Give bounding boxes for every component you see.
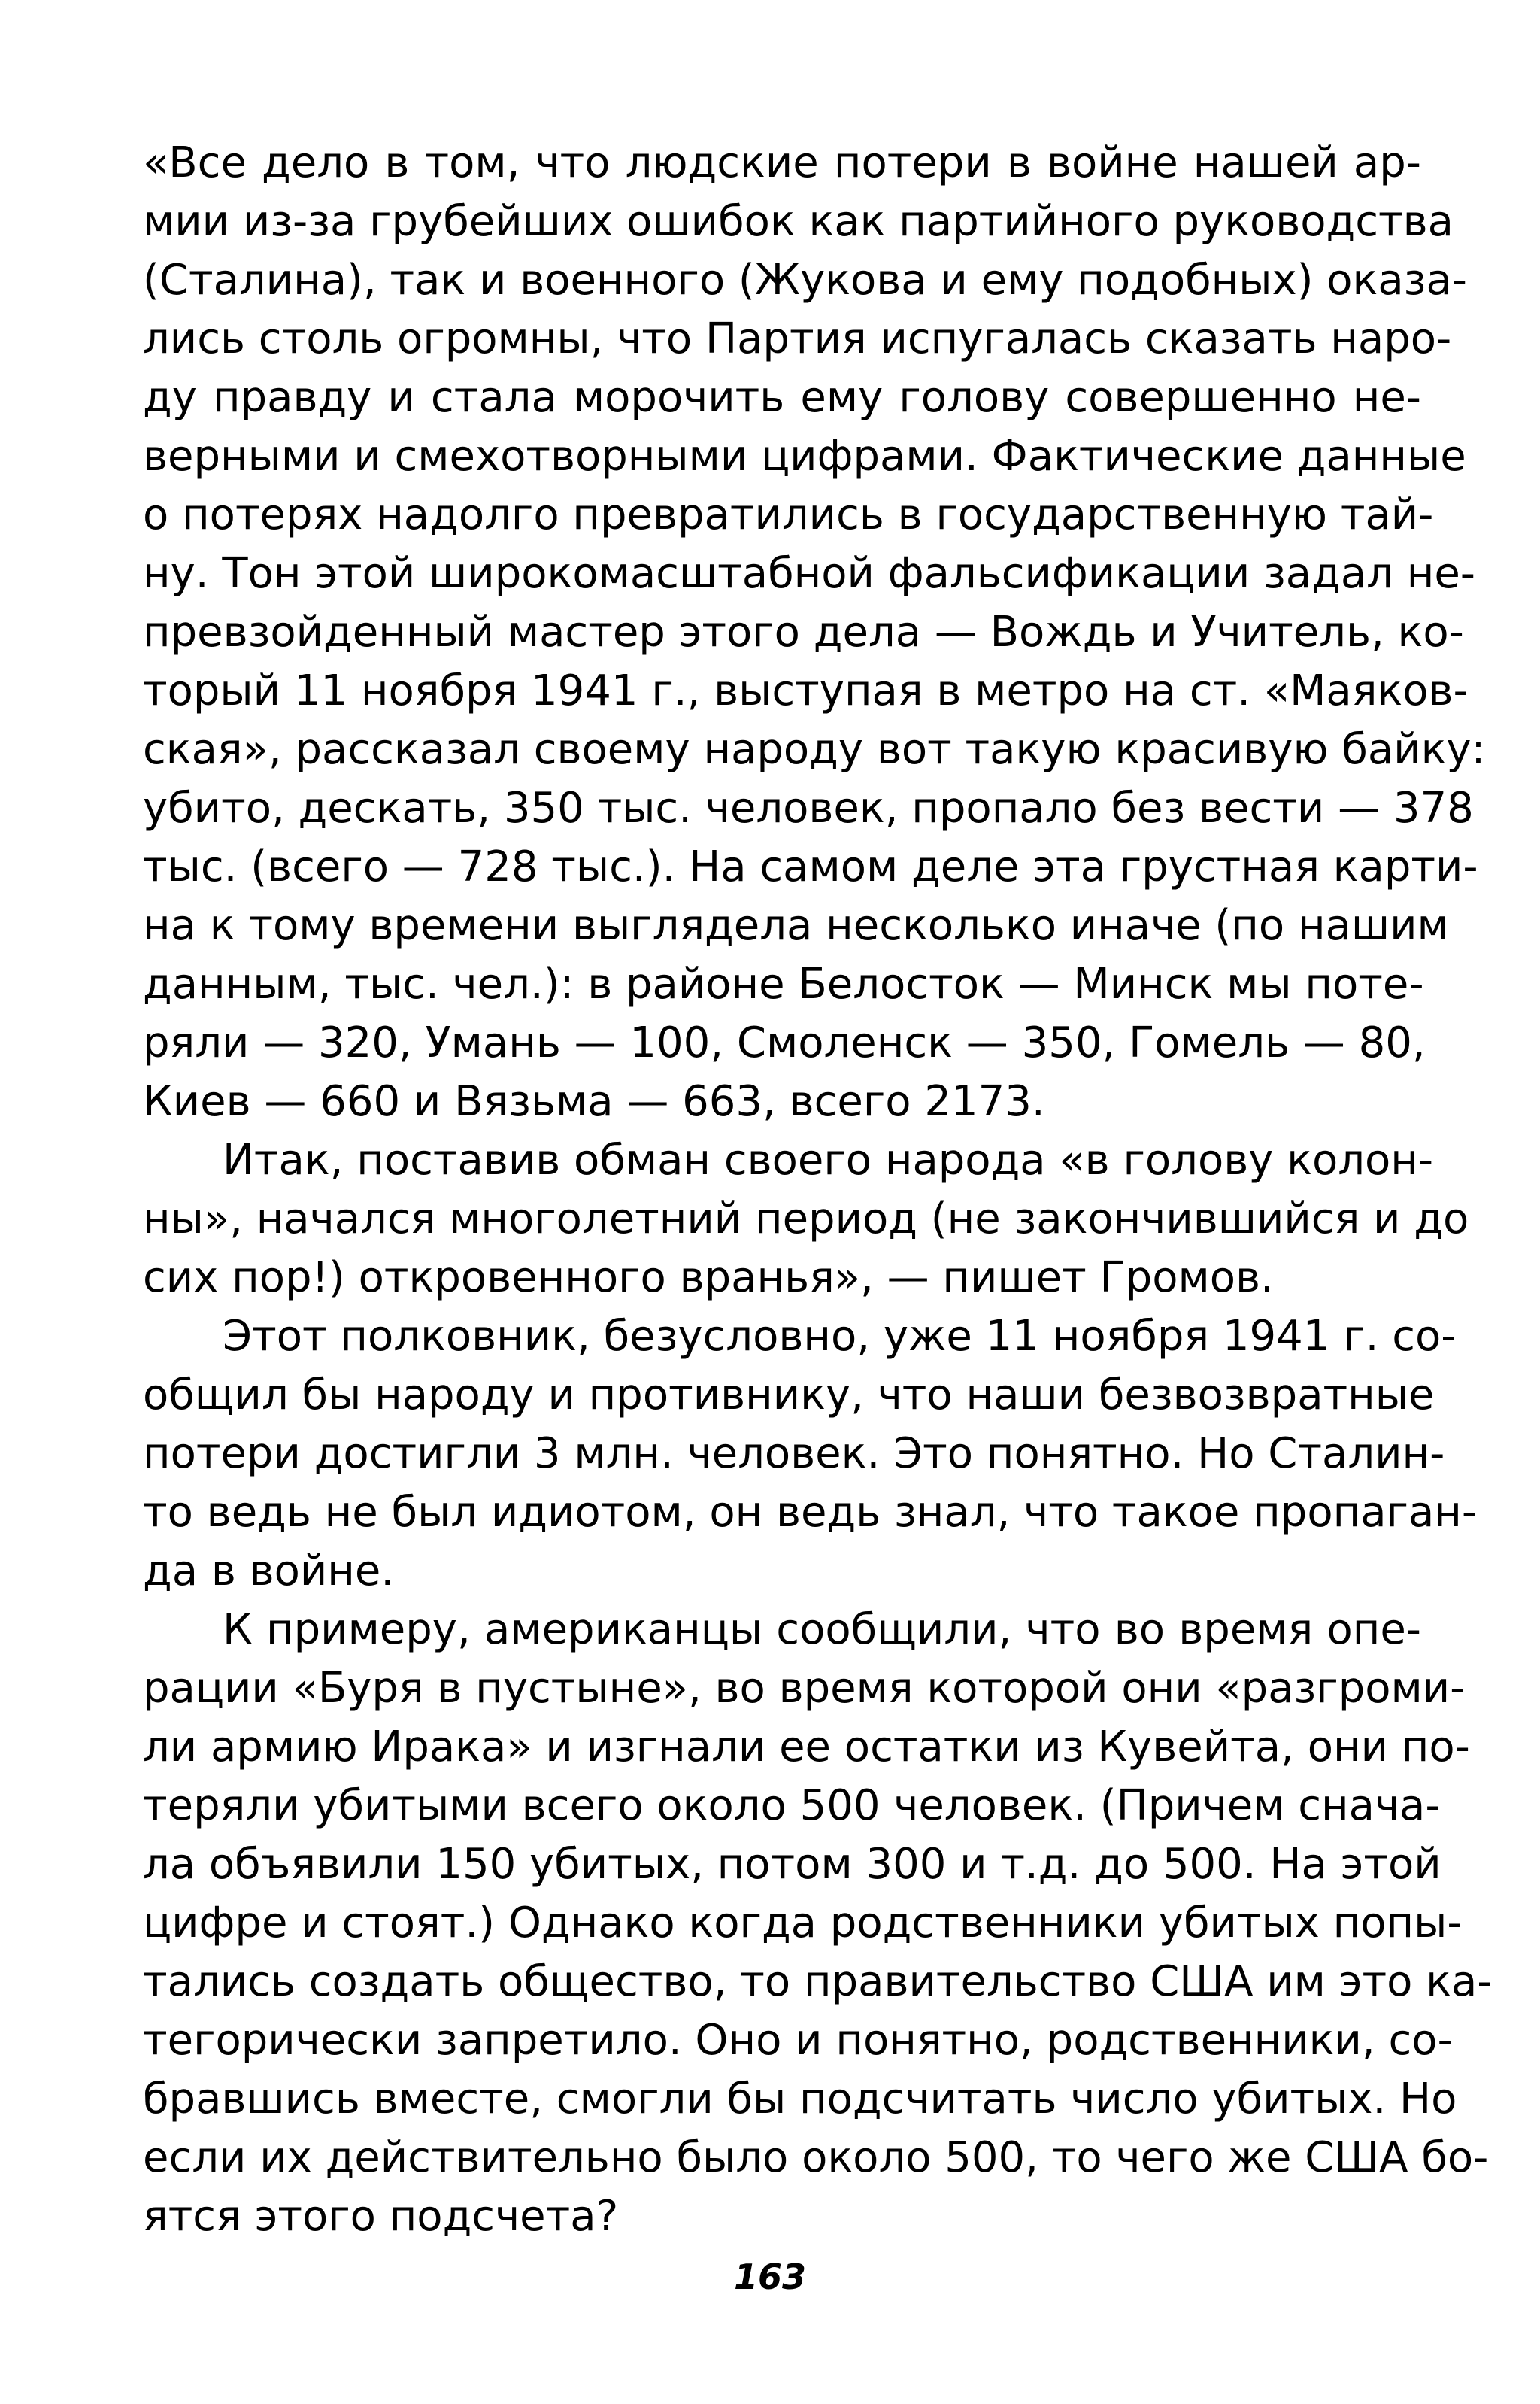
text-line: да в войне. [143, 1547, 395, 1595]
body-text [143, 134, 1493, 2246]
page-number: 163 [733, 2257, 807, 2297]
text-line: верными и смехотворными цифрами. Фактические данные [143, 432, 1466, 481]
text-line: мии из-за грубейших ошибок как партийного руководства [143, 197, 1454, 246]
text-line: Киев — 660 и Вязьма — 663, всего 2173. [143, 1077, 1045, 1126]
text-line: лись столь огромны, что Партия испугалась сказать наро- [143, 314, 1452, 363]
text-line: ряли — 320, Умань — 100, Смоленск — 350, Гомель — 80, [143, 1018, 1426, 1067]
text-line: теряли убитыми всего около 500 человек. (Причем снача- [143, 1781, 1441, 1830]
text-line: общил бы народу и противнику, что наши безвозвратные [143, 1370, 1435, 1419]
text-line: ду правду и стала морочить ему голову совершенно не- [143, 373, 1421, 422]
text-line: то ведь не был идиотом, он ведь знал, что такое пропаган- [143, 1488, 1478, 1537]
text-line: ятся этого подсчета? [143, 2192, 619, 2241]
text-line: если их действительно было около 500, то чего же США бо- [143, 2133, 1489, 2182]
paragraph [143, 1131, 1469, 1307]
text-line: на к тому времени выглядела несколько иначе (по нашим [143, 901, 1449, 950]
text-line: (Сталина), так и военного (Жукова и ему подобных) оказа- [143, 256, 1467, 305]
text-line: торый 11 ноября 1941 г., выступая в метро на ст. «Маяков- [143, 666, 1469, 715]
text-line: «Все дело в том, что людские потери в войне нашей ар- [143, 138, 1421, 187]
text-line: бравшись вместе, смогли бы подсчитать число убитых. Но [143, 2075, 1457, 2123]
text-line: данным, тыс. чел.): в районе Белосток — Минск мы поте- [143, 960, 1424, 1009]
text-line: тались создать общество, то правительство США им это ка- [143, 1957, 1493, 2006]
text-line: превзойденный мастер этого дела — Вождь и Учитель, ко- [143, 608, 1464, 657]
text-line: ская», рассказал своему народу вот такую красивую байку: [143, 725, 1486, 774]
text-line: тыс. (всего — 728 тыс.). На самом деле эта грустная карти- [143, 842, 1478, 891]
text-line: потери достигли 3 млн. человек. Это понятно. Но Сталин- [143, 1429, 1445, 1478]
text-line: ну. Тон этой широкомасштабной фальсификации задал не- [143, 549, 1476, 598]
text-line: К примеру, американцы сообщили, что во время опе- [223, 1605, 1421, 1654]
text-line: ла объявили 150 убитых, потом 300 и т.д. до 500. На этой [143, 1840, 1441, 1889]
paragraph [143, 134, 1486, 1131]
text-line: Итак, поставив обман своего народа «в голову колон- [223, 1136, 1434, 1185]
text-line: сих пор!) откровенного вранья», — пишет Громов. [143, 1253, 1274, 1302]
text-line: ли армию Ирака» и изгнали ее остатки из Кувейта, они по- [143, 1723, 1470, 1771]
text-line: о потерях надолго превратились в государственную тай- [143, 490, 1434, 539]
paragraph [143, 1307, 1478, 1601]
text-line: Этот полковник, безусловно, уже 11 ноября 1941 г. со- [223, 1312, 1457, 1361]
text-line: ны», начался многолетний период (не закончившийся и до [143, 1194, 1469, 1243]
text-line: тегорически запретило. Оно и понятно, родственники, со- [143, 2016, 1453, 2065]
text-line: цифре и стоят.) Однако когда родственники убитых попы- [143, 1899, 1463, 1947]
text-line: убито, дескать, 350 тыс. человек, пропало без вести — 378 [143, 784, 1474, 833]
text-line: рации «Буря в пустыне», во время которой они «разгроми- [143, 1664, 1466, 1713]
paragraph [143, 1601, 1493, 2246]
